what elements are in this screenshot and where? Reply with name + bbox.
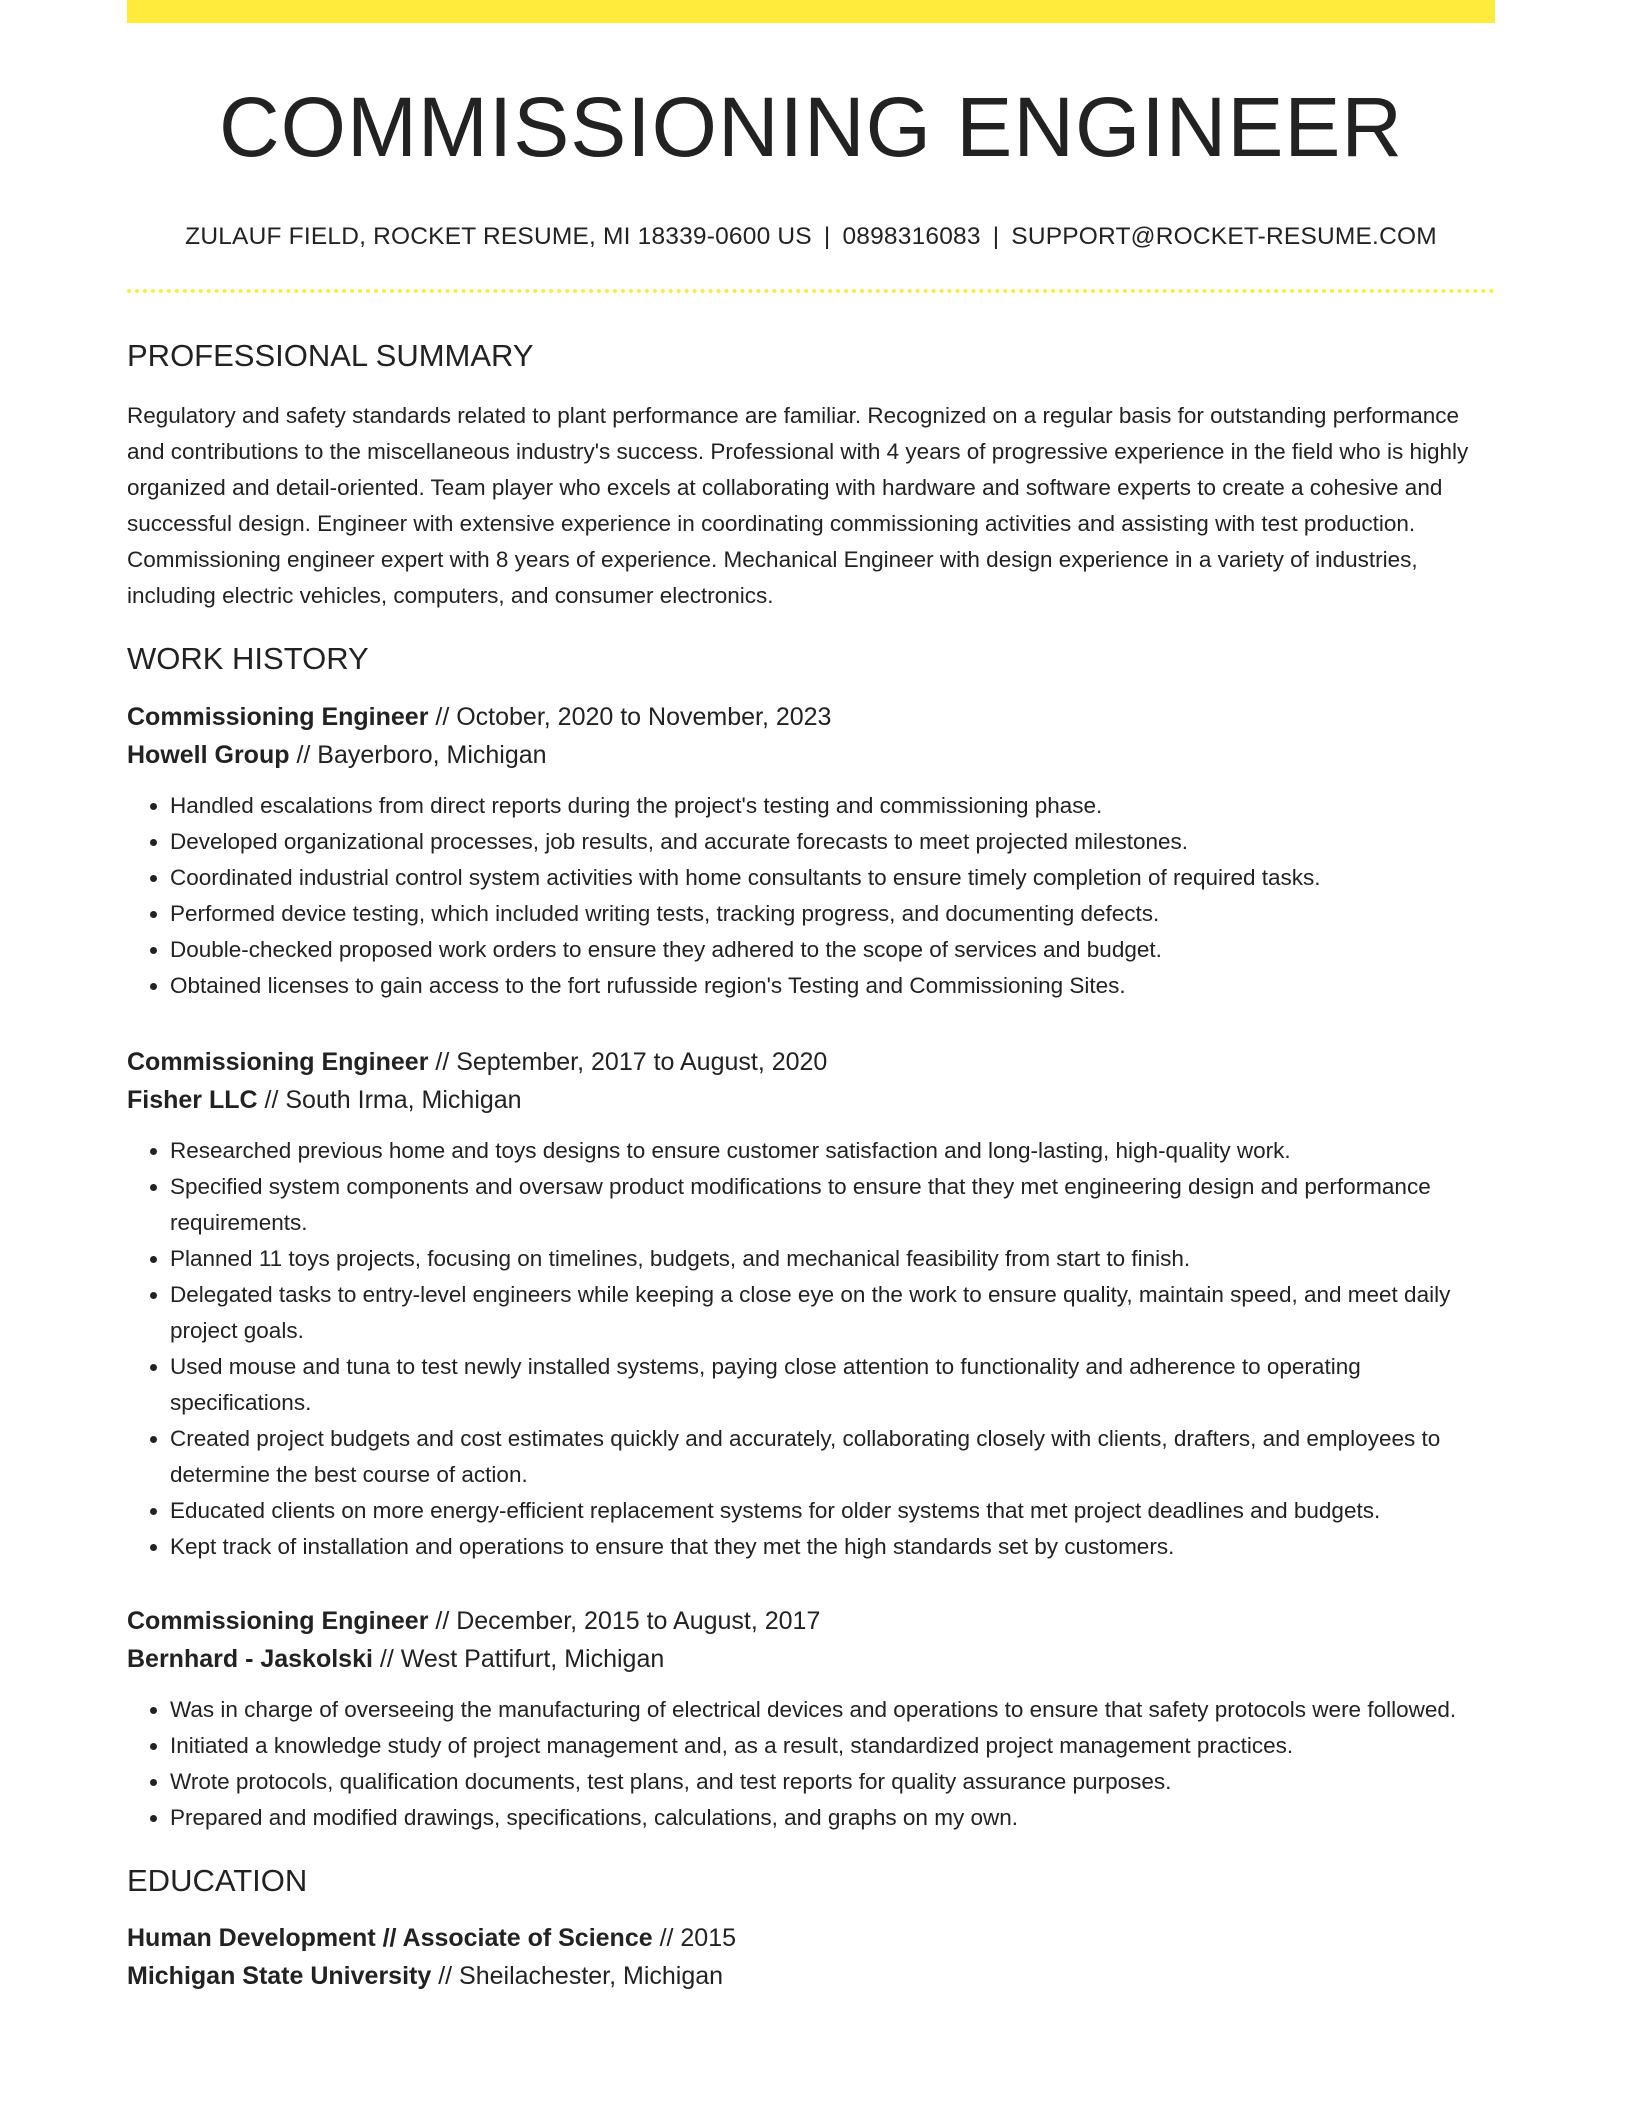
education-school-line — [127, 1957, 1495, 1996]
job-company: Fisher LLC — [127, 1086, 258, 1115]
job-company-line — [127, 736, 1495, 775]
education-school: Michigan State University — [127, 1962, 432, 1991]
education-location: // Sheilachester, Michigan — [431, 1962, 724, 1991]
job-entry — [127, 1043, 1495, 1565]
bullet-item: • Used mouse and tuna to test newly installed systems, paying close attention to functionality and adherence to operating specifications. — [170, 1349, 1495, 1421]
job-dates: // December, 2015 to August, 2017 — [428, 1606, 821, 1635]
job-company: Bernhard - Jaskolski — [127, 1645, 373, 1674]
education-degree: Human Development // Associate of Science — [127, 1923, 653, 1952]
resume-page — [127, 0, 1495, 1996]
job-role: Commissioning Engineer — [127, 702, 429, 731]
contact-separator: | — [823, 223, 831, 251]
education-degree-line — [127, 1919, 1495, 1958]
job-company: Howell Group — [127, 741, 290, 770]
education-heading: EDUCATION — [127, 1862, 308, 1898]
bullet-item: • Kept track of installation and operations to ensure that they met the high standards set by customers. — [170, 1529, 1495, 1565]
bullet-item: • Specified system components and oversaw product modifications to ensure that they met engineering design and performance requirements. — [170, 1169, 1495, 1241]
summary-heading: PROFESSIONAL SUMMARY — [127, 338, 534, 374]
contact-email[interactable]: SUPPORT@ROCKET-RESUME.COM — [1011, 223, 1437, 251]
job-role: Commissioning Engineer — [127, 1606, 429, 1635]
job-dates: // October, 2020 to November, 2023 — [428, 702, 832, 731]
contact-line — [127, 221, 1495, 253]
job-company-line — [127, 1640, 1495, 1679]
job-location: // South Irma, Michigan — [257, 1086, 522, 1115]
bullet-item: • Obtained licenses to gain access to the fort rufusside region's Testing and Commissioning Sites. — [170, 968, 1495, 1004]
bullet-item: • Handled escalations from direct reports during the project's testing and commissioning phase. — [170, 788, 1495, 824]
job-location: // West Pattifurt, Michigan — [372, 1645, 665, 1674]
bullet-item: • Researched previous home and toys designs to ensure customer satisfaction and long-lasting, high-quality work. — [170, 1133, 1495, 1169]
job-title-line — [127, 1602, 1495, 1641]
bullet-item: • Double-checked proposed work orders to ensure they adhered to the scope of services and budget. — [170, 932, 1495, 968]
job-title-line — [127, 1043, 1495, 1082]
education-entry — [127, 1919, 1495, 1996]
bullet-item: • Wrote protocols, qualification documents, test plans, and test reports for quality assurance purposes. — [170, 1764, 1495, 1800]
bullet-item: • Initiated a knowledge study of project management and, as a result, standardized project management practices. — [170, 1728, 1495, 1764]
contact-address: ZULAUF FIELD, ROCKET RESUME, MI 18339-0600 US — [185, 223, 812, 251]
contact-separator: | — [992, 223, 1000, 251]
job-location: // Bayerboro, Michigan — [289, 741, 547, 770]
bullet-item: • Delegated tasks to entry-level engineers while keeping a close eye on the work to ensure quality, maintain speed, and meet daily project goals. — [170, 1277, 1495, 1349]
job-company-line — [127, 1081, 1495, 1120]
bullet-item: • Created project budgets and cost estimates quickly and accurately, collaborating closely with clients, drafters, and employees to determine the best course of action. — [170, 1421, 1495, 1493]
bullet-item: • Prepared and modified drawings, specifications, calculations, and graphs on my own. — [170, 1800, 1495, 1836]
bullet-item: • Planned 11 toys projects, focusing on timelines, budgets, and mechanical feasibility from start to finish. — [170, 1241, 1495, 1277]
job-bullets — [127, 788, 1495, 1004]
bullet-item: • Coordinated industrial control system activities with home consultants to ensure timely completion of required tasks. — [170, 860, 1495, 896]
bullet-item: • Performed device testing, which included writing tests, tracking progress, and documenting defects. — [170, 896, 1495, 932]
bullet-item: • Was in charge of overseeing the manufacturing of electrical devices and operations to ensure that safety protocols were followed. — [170, 1692, 1495, 1728]
top-accent-bar — [127, 0, 1495, 23]
job-bullets — [127, 1692, 1495, 1836]
job-role: Commissioning Engineer — [127, 1047, 429, 1076]
work-history-heading: WORK HISTORY — [127, 641, 369, 677]
job-entry — [127, 698, 1495, 1004]
summary-text: Regulatory and safety standards related to plant performance are familiar. Recognized on a regular basis for outstanding performance and contributions to the miscellaneous industry's success. Professional with 4 years of progressive experience in the field who is highly organized and detail-oriented. Team player who excels at collaborating with hardware and software experts to create a cohesive and successful design. Engineer with extensive experience in coordinating commissioning activities and assisting with test production. Commissioning engineer expert with 8 years of experience. Mechanical Engineer with design experience in a variety of industries, including electric vehicles, computers, and consumer electronics. — [127, 403, 1469, 609]
education-year: // 2015 — [652, 1923, 737, 1952]
resume-name: COMMISSIONING ENGINEER — [218, 80, 1404, 174]
contact-phone[interactable]: 0898316083 — [842, 223, 981, 251]
job-bullets — [127, 1133, 1495, 1565]
dotted-divider — [127, 289, 1495, 293]
job-dates: // September, 2017 to August, 2020 — [428, 1047, 828, 1076]
job-entry — [127, 1602, 1495, 1836]
job-title-line — [127, 698, 1495, 737]
bullet-item: • Educated clients on more energy-efficient replacement systems for older systems that met project deadlines and budgets. — [170, 1493, 1495, 1529]
bullet-item: • Developed organizational processes, job results, and accurate forecasts to meet projected milestones. — [170, 824, 1495, 860]
